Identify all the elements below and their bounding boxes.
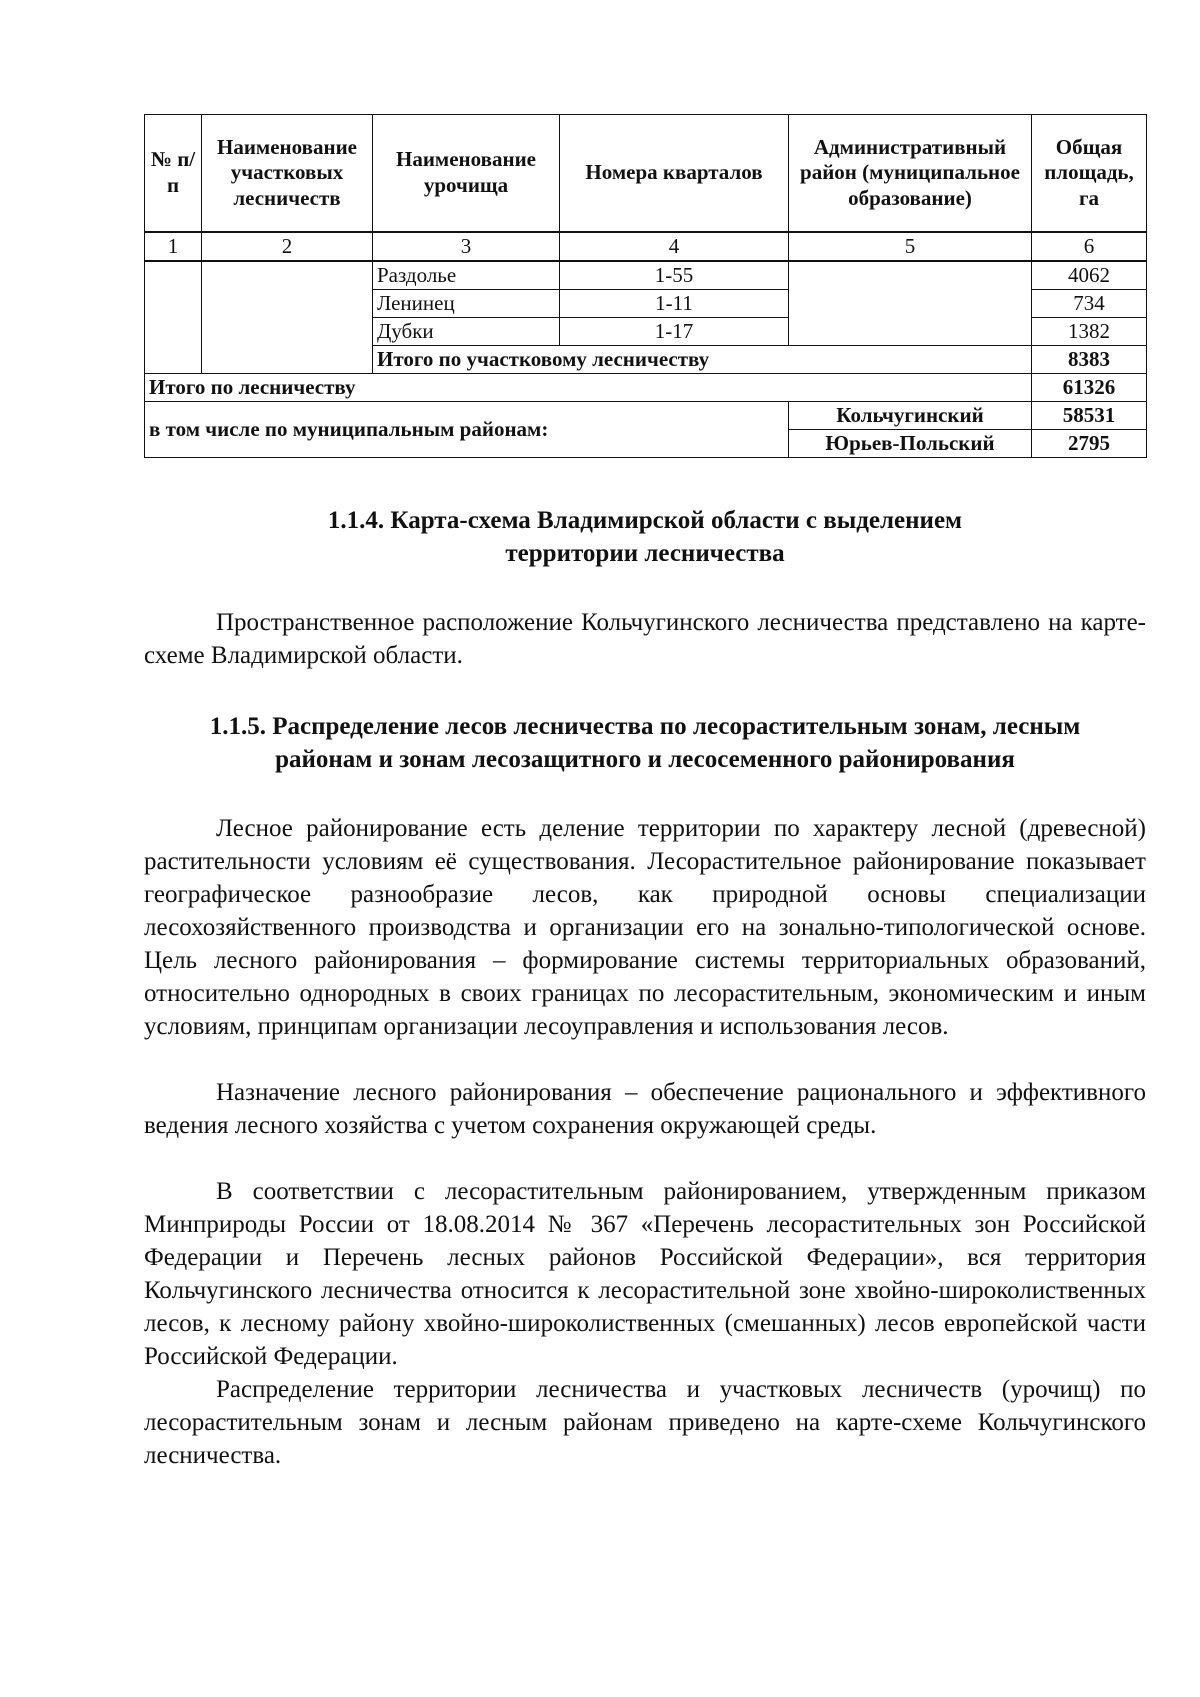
section-1-1-4-paragraph: Пространственное расположение Кольчугинского лесничества представлено на карте-схеме Владимирской области. [144,609,1146,669]
header-total-area: Общая площадь, га [1032,115,1147,233]
area-cell: 1382 [1032,318,1147,346]
district-name: Юрьев-Польский [789,430,1032,458]
district-area: 2795 [1032,430,1147,458]
header-district-forestry: Наименование участковых лесничеств [202,115,373,233]
total-area: 61326 [1032,374,1147,402]
header-tract: Наименование урочища [373,115,560,233]
column-number: 1 [145,232,202,261]
by-district-label: в том числе по муниципальным районам: [145,402,789,458]
area-cell: 4062 [1032,261,1147,290]
section-1-1-5-paragraph: Лесное районирование есть деление территории по характеру лесной (древесной) растительности условиям её существования. Лесорастительное районирование показывает географическое разнообразие лесов, как природной основы специализации лесохозяйственного производства и организации его на зонально-типологической основе. Цель лесного районирования – формирование системы территориальных образований, относительно однородных в своих границах по лесорастительным, экономическим и иным условиям, принципам организации лесоуправления и использования лесов. [144,815,1146,1040]
district-area: 58531 [1032,402,1147,430]
quarters-cell: 1-17 [560,318,789,346]
section-1-1-5-paragraph: Назначение лесного районирования – обеспечение рационального и эффективного ведения лесного хозяйства с учетом сохранения окружающей среды. [144,1079,1146,1139]
district-row [145,402,1147,430]
heading-line: 1.1.5. Распределение лесов лесничества по лесорастительным зонам, лесным [209,713,1081,740]
section-1-1-5-paragraph: Распределение территории лесничества и участковых лесничеств (урочищ) по лесорастительным зонам и лесным районам приведено на карте-схеме Кольчугинского лесничества. [144,1376,1146,1469]
section-1-1-5-heading [144,710,1146,776]
district-name: Кольчугинский [789,402,1032,430]
tract-cell: Ленинец [373,290,560,318]
header-admin-district: Административный район (муниципальное образование) [789,115,1032,233]
quarters-cell: 1-55 [560,261,789,290]
tract-cell: Раздолье [373,261,560,290]
column-number: 5 [789,232,1032,261]
heading-line: районам и зонам лесозащитного и лесосеменного районирования [275,746,1015,773]
table-header-row [145,115,1147,233]
column-number: 4 [560,232,789,261]
column-number: 6 [1032,232,1147,261]
tract-cell: Дубки [373,318,560,346]
total-label: Итого по лесничеству [145,374,1032,402]
column-number: 2 [202,232,373,261]
forest-area-table [144,114,1147,458]
column-number: 3 [373,232,560,261]
heading-line: 1.1.4. Карта-схема Владимирской области с выделением [327,507,963,534]
quarters-cell: 1-11 [560,290,789,318]
table-column-numbers-row [145,232,1147,261]
empty-admin-district-cell [789,261,1032,346]
empty-number-cell [145,261,202,374]
section-1-1-4-heading [144,504,1146,570]
subtotal-area: 8383 [1032,346,1147,374]
empty-forestry-cell [202,261,373,374]
section-1-1-5-paragraph: В соответствии с лесорастительным районированием, утвержденным приказом Минприроды России от 18.08.2014 № 367 «Перечень лесорастительных зон Российской Федерации и Перечень лесных районов Российской Федерации», вся территория Кольчугинского лесничества относится к лесорастительной зоне хвойно-широколиственных лесов, к лесному району хвойно-широколиственных (смешанных) лесов европейской части Российской Федерации. [144,1178,1146,1370]
table-row [145,261,1147,290]
total-row [145,374,1147,402]
subtotal-label: Итого по участковому лесничеству [373,346,1032,374]
header-quarters: Номера кварталов [560,115,789,233]
area-cell: 734 [1032,290,1147,318]
header-number: № п/п [145,115,202,233]
heading-line: территории лесничества [505,540,785,567]
